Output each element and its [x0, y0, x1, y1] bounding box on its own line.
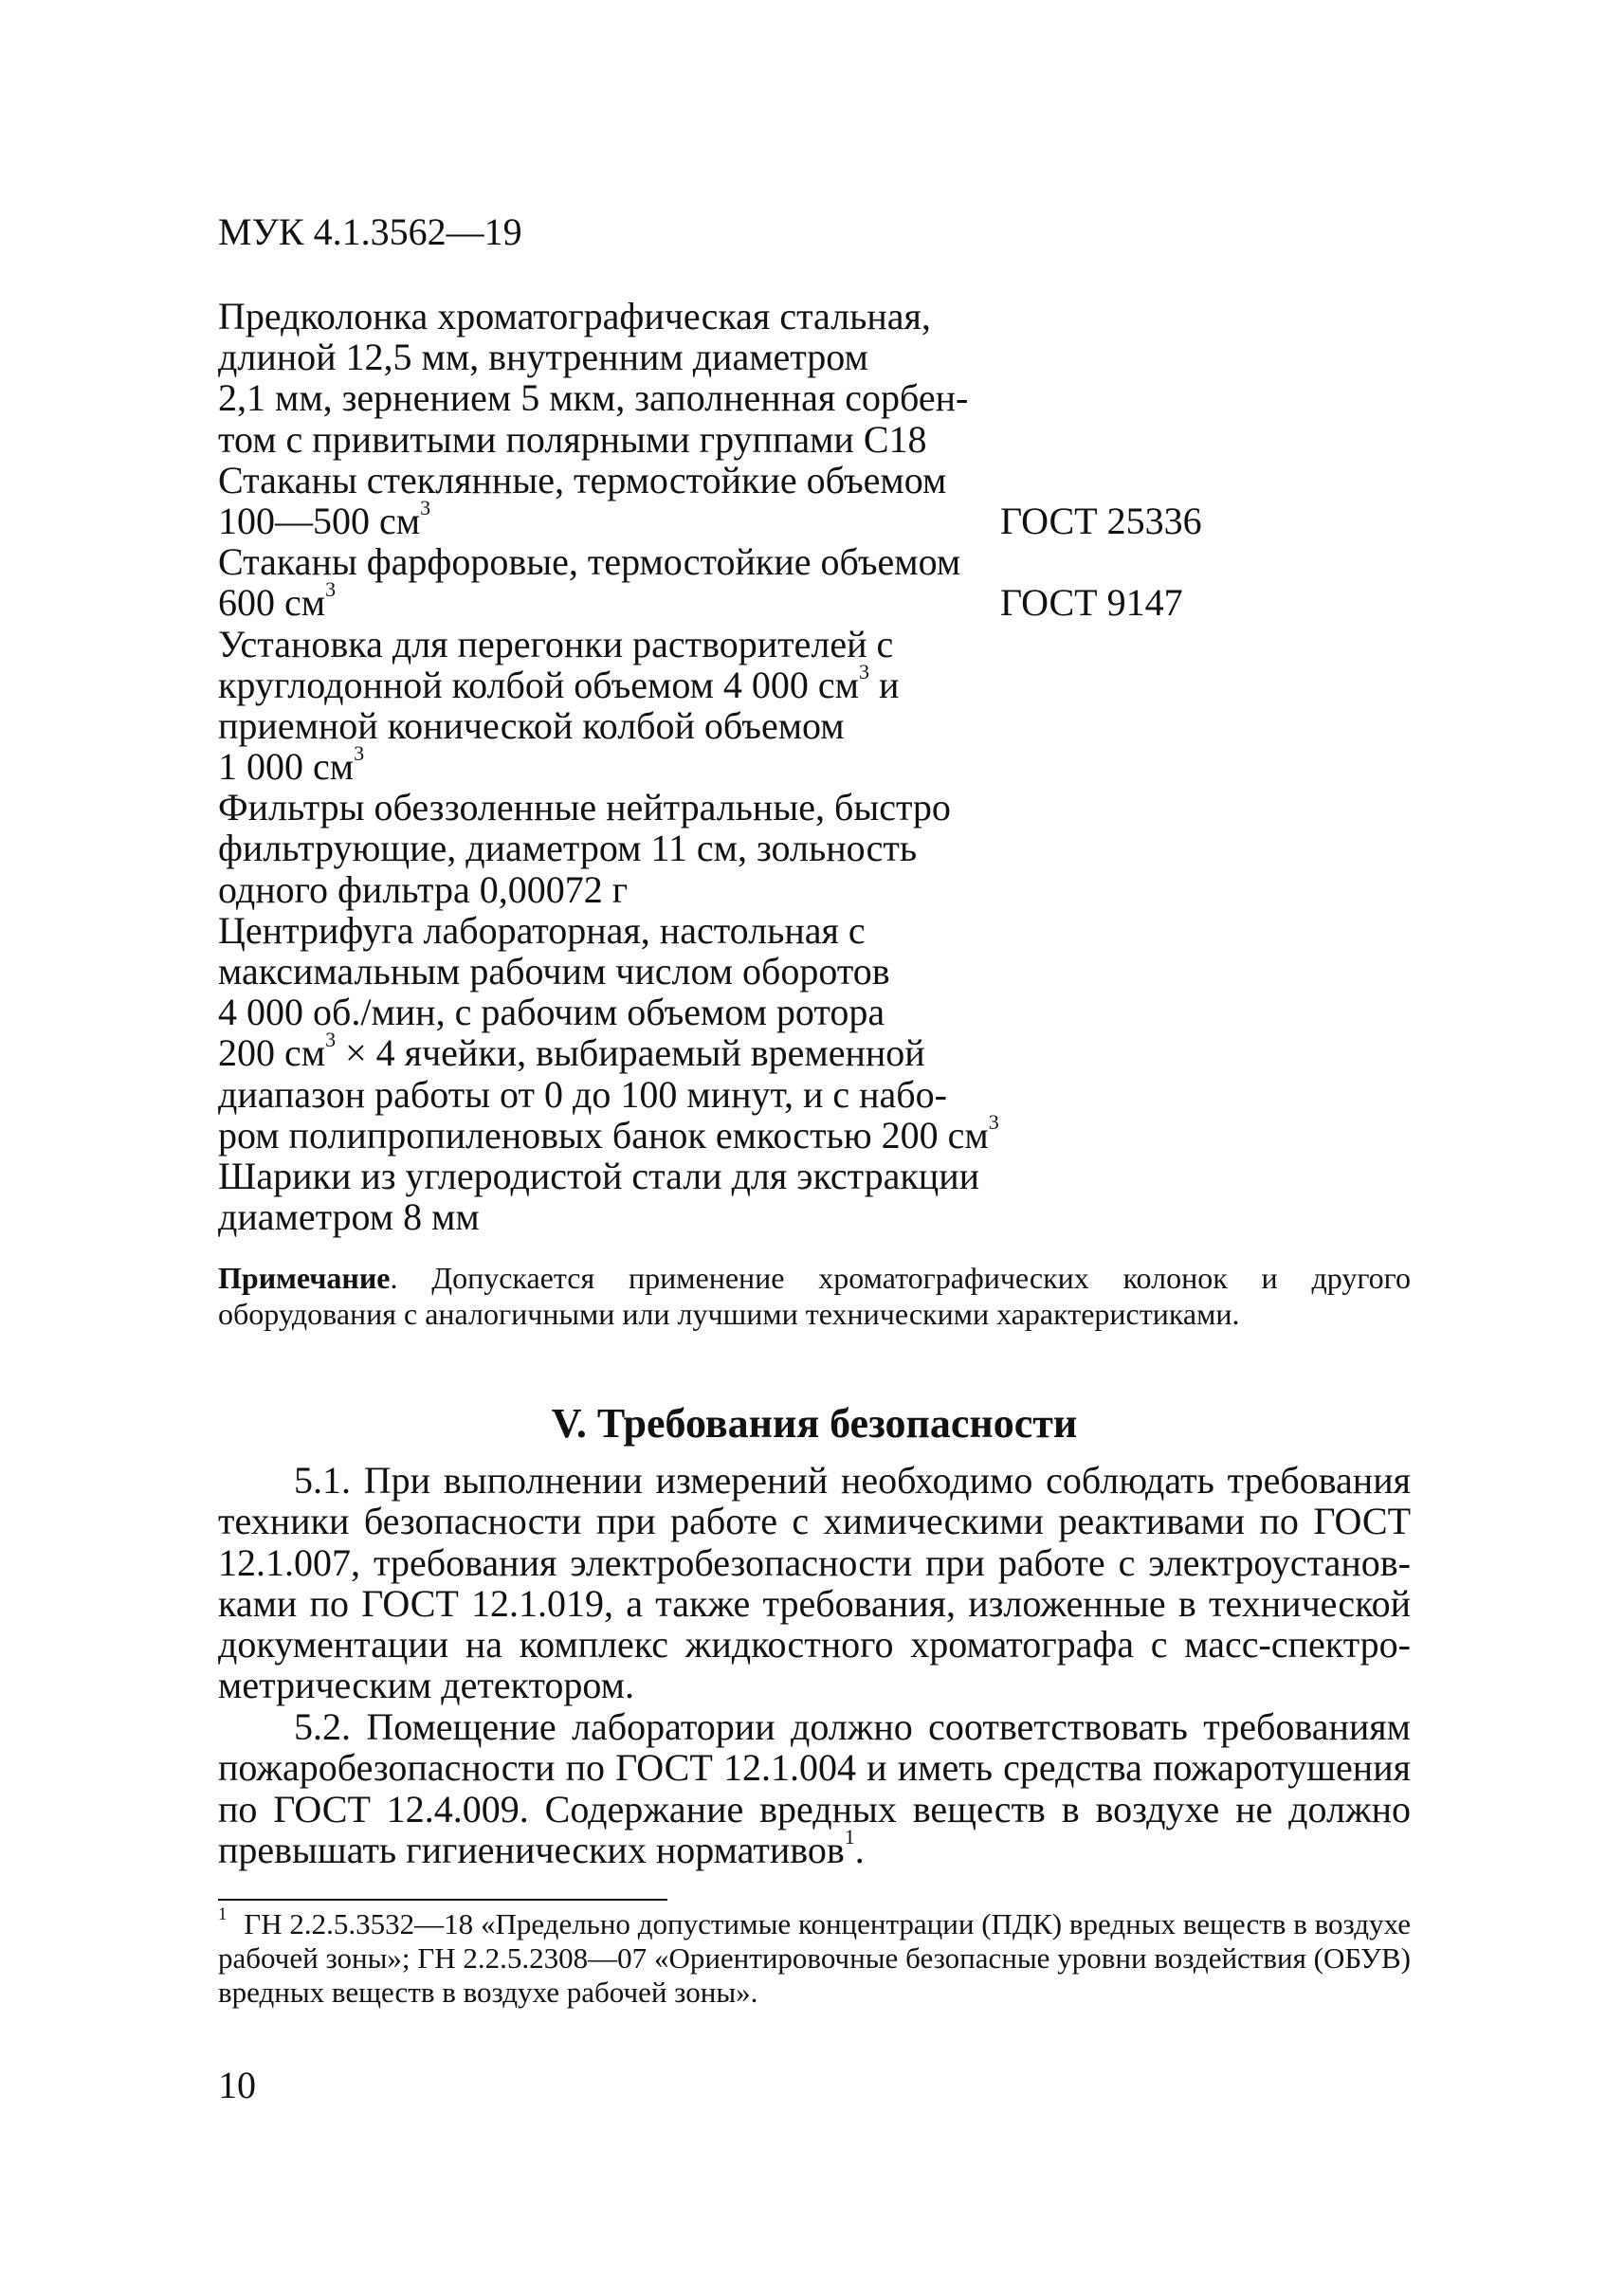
equipment-line: 600 $см^3$	[218, 577, 337, 625]
equipment-standard: ГОСТ 25336	[1000, 499, 1202, 542]
footnote-mark: 1	[218, 1904, 228, 1925]
equipment-line: диаметром 8 мм	[218, 1195, 480, 1239]
equipment-line: 2,1 мм, зернением 5 мкм, заполненная сорбен-	[218, 376, 969, 420]
equipment-line: ром полипропиленовых банок емкостью 200 $см^3$	[218, 1109, 999, 1157]
equipment-line: круглодонной колбой объемом 4 000 $см^3$ и	[218, 659, 900, 706]
equipment-item	[218, 1156, 1451, 1237]
footnote-divider	[218, 1899, 667, 1901]
superscript-cubic: 3	[325, 1028, 337, 1052]
equipment-item	[218, 541, 1451, 623]
equipment-line: 100—500 $см^3$	[218, 496, 431, 542]
footnote-text: ГН 2.2.5.3532—18 «Предельно допустимые концентрации (ПДК) вредных веществ в воздухе рабочей зоны»; ГН 2.2.5.2308—07 «Ориентировочные безопасные уровни воздействия (ОБУВ) вредных веществ в воздухе рабочей зоны».	[218, 1907, 1411, 2009]
paragraph-5-2-end: .	[854, 1828, 865, 1871]
equipment-line: Центрифуга лабораторная, настольная с	[218, 908, 866, 952]
equipment-item	[218, 460, 1451, 541]
equipment-line: 4 000 об./мин, с рабочим объемом ротора	[218, 991, 885, 1034]
equipment-line: Установка для перегонки растворителей с	[218, 622, 894, 665]
paragraph-5-2-text: 5.2. Помещение лаборатории должно соответствовать требованиям пожаробезопасности по ГОСТ 12.1.004 и иметь средства пожаротушения по ГОСТ 12.4.009. Содержание вредных веществ в воздухе не должно превышать гигиенических нормативов	[218, 1705, 1411, 1871]
note-label: Примечание	[218, 1261, 391, 1295]
equipment-standard: ГОСТ 9147	[1000, 581, 1183, 625]
equipment-line: 1 000 $см^3$	[218, 741, 365, 789]
equipment-line: приемной конической колбой объемом	[218, 703, 845, 747]
superscript-cubic: 3	[325, 577, 337, 602]
equipment-item	[218, 787, 1451, 910]
equipment-line: Шарики из углеродистой стали для экстракции	[218, 1154, 980, 1197]
section-title: V. Требования безопасности	[551, 1400, 1078, 1447]
equipment-note	[218, 1260, 1411, 1332]
equipment-item	[218, 910, 1451, 1156]
equipment-line: том с привитыми полярными группами C18	[218, 417, 927, 461]
page-number: 10	[218, 2064, 256, 2106]
equipment-list	[218, 296, 1451, 1237]
equipment-line: диапазон работы от 0 до 100 минут, и с набо-	[218, 1072, 947, 1116]
superscript-cubic: 3	[858, 659, 869, 683]
equipment-line: Фильтры обеззоленные нейтральные, быстро	[218, 786, 951, 829]
superscript-cubic: 3	[988, 1109, 999, 1134]
equipment-line: длиной 12,5 мм, внутренним диаметром	[218, 336, 868, 379]
equipment-line: одного фильтра 0,00072 г	[218, 867, 629, 911]
equipment-line: Стаканы фарфоровые, термостойкие объемом	[218, 540, 961, 584]
equipment-item	[218, 296, 1451, 460]
paragraph-5-1: 5.1. При выполнении измерений необходимо соблюдать требования техники безопасности при работе с химическими реактивами по ГОСТ 12.1.007, требования электробезопасности при работе с электроустановками по ГОСТ 12.1.019, а также требования, изложенные в технической документации на комплекс жидкостного хроматографа с масс-спектрометрическим детектором.	[218, 1459, 1411, 1707]
document-code: МУК 4.1.3562—19	[218, 210, 522, 253]
footnote-reference: 1	[844, 1825, 855, 1849]
note-text: . Допускается применение хроматографических колонок и другого оборудования с аналогичными или лучшими техническими характеристиками.	[218, 1261, 1411, 1331]
equipment-line: Предколонка хроматографическая стальная,	[218, 295, 931, 337]
equipment-line: 200 $см^3 \times 4$ ячейки, выбираемый временной	[218, 1028, 925, 1075]
superscript-cubic: 3	[354, 741, 365, 766]
equipment-line: Стаканы стеклянные, термостойкие объемом	[218, 458, 947, 501]
footnote	[218, 1904, 1411, 2010]
superscript-cubic: 3	[420, 496, 431, 520]
paragraph-5-2	[218, 1706, 1411, 1870]
equipment-line: фильтрующие, диаметром 11 см, зольность	[218, 827, 918, 870]
equipment-item	[218, 624, 1451, 788]
equipment-line: максимальным рабочим числом оборотов	[218, 950, 890, 993]
